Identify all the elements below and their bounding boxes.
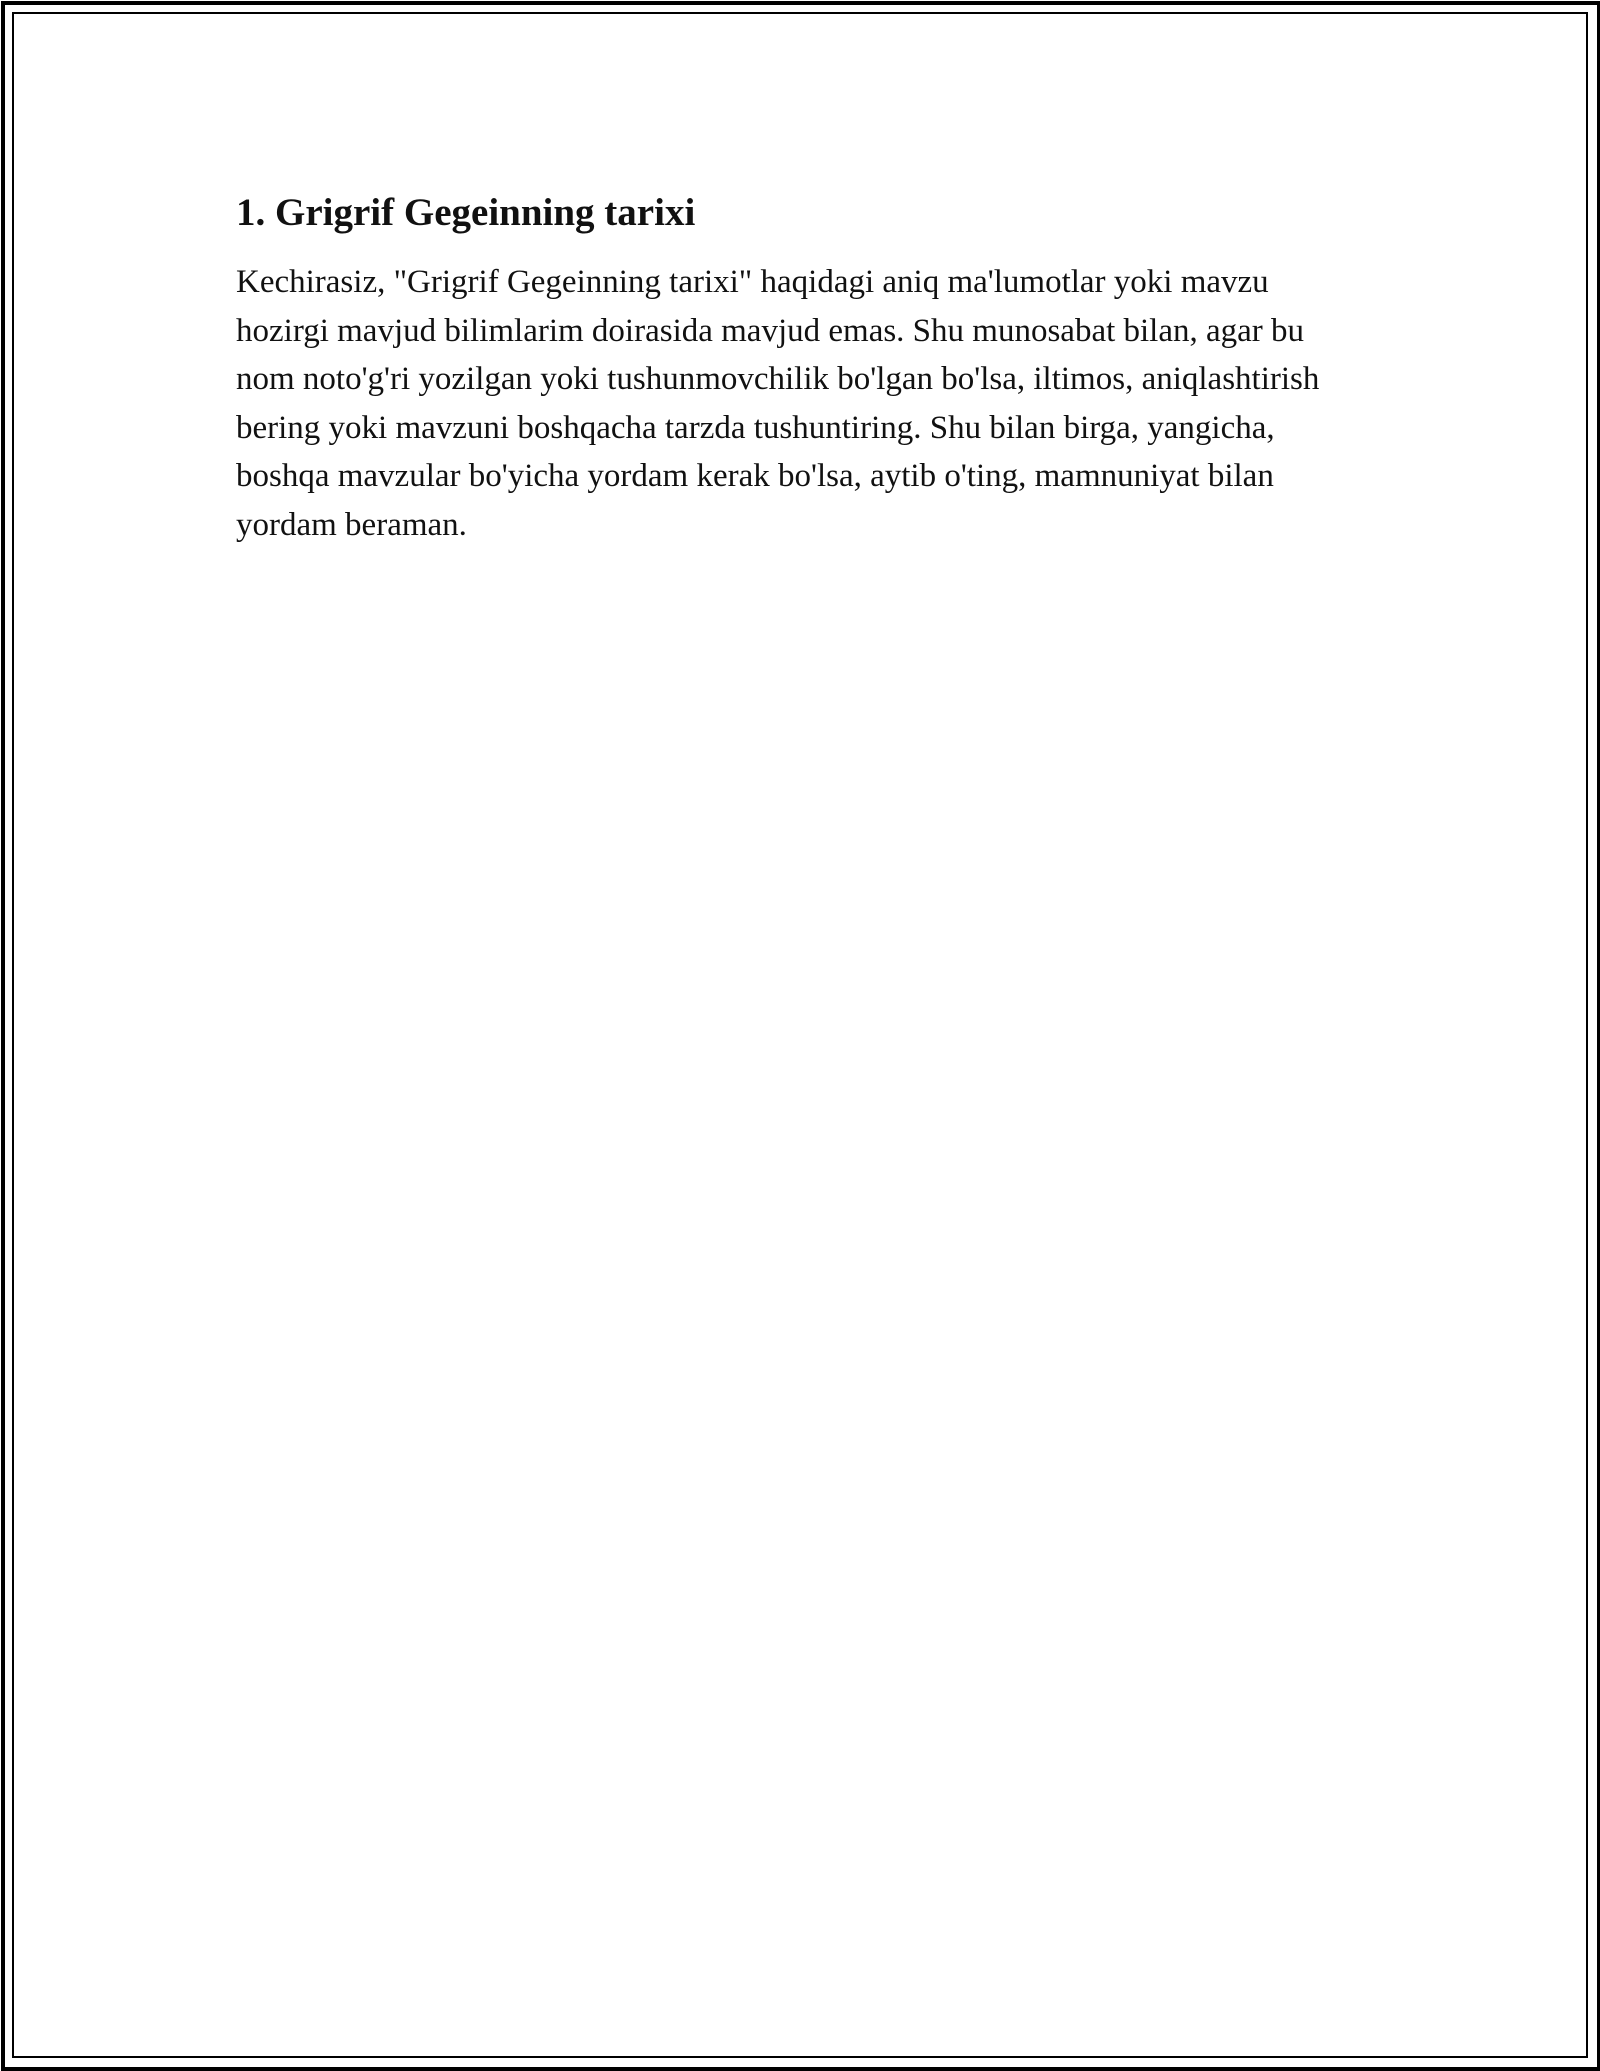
document-content [236, 186, 1346, 549]
body-paragraph: Kechirasiz, "Grigrif Gegeinning tarixi" haqidagi aniq ma'lumotlar yoki mavzu hozirgi mavjud bilimlarim doirasida mavjud emas. Shu munosabat bilan, agar bu nom noto'g'ri yozilgan yoki tushunmovchilik bo'lgan bo'lsa, iltimos, aniqlashtirish bering yoki mavzuni boshqacha tarzda tushuntiring. Shu bilan birga, yangicha, boshqa mavzular bo'yicha yordam kerak bo'lsa, aytib o'ting, mamnuniyat bilan yordam beraman. [236, 264, 1320, 543]
section-heading: 1. Grigrif Gegeinning tarixi [236, 191, 696, 234]
